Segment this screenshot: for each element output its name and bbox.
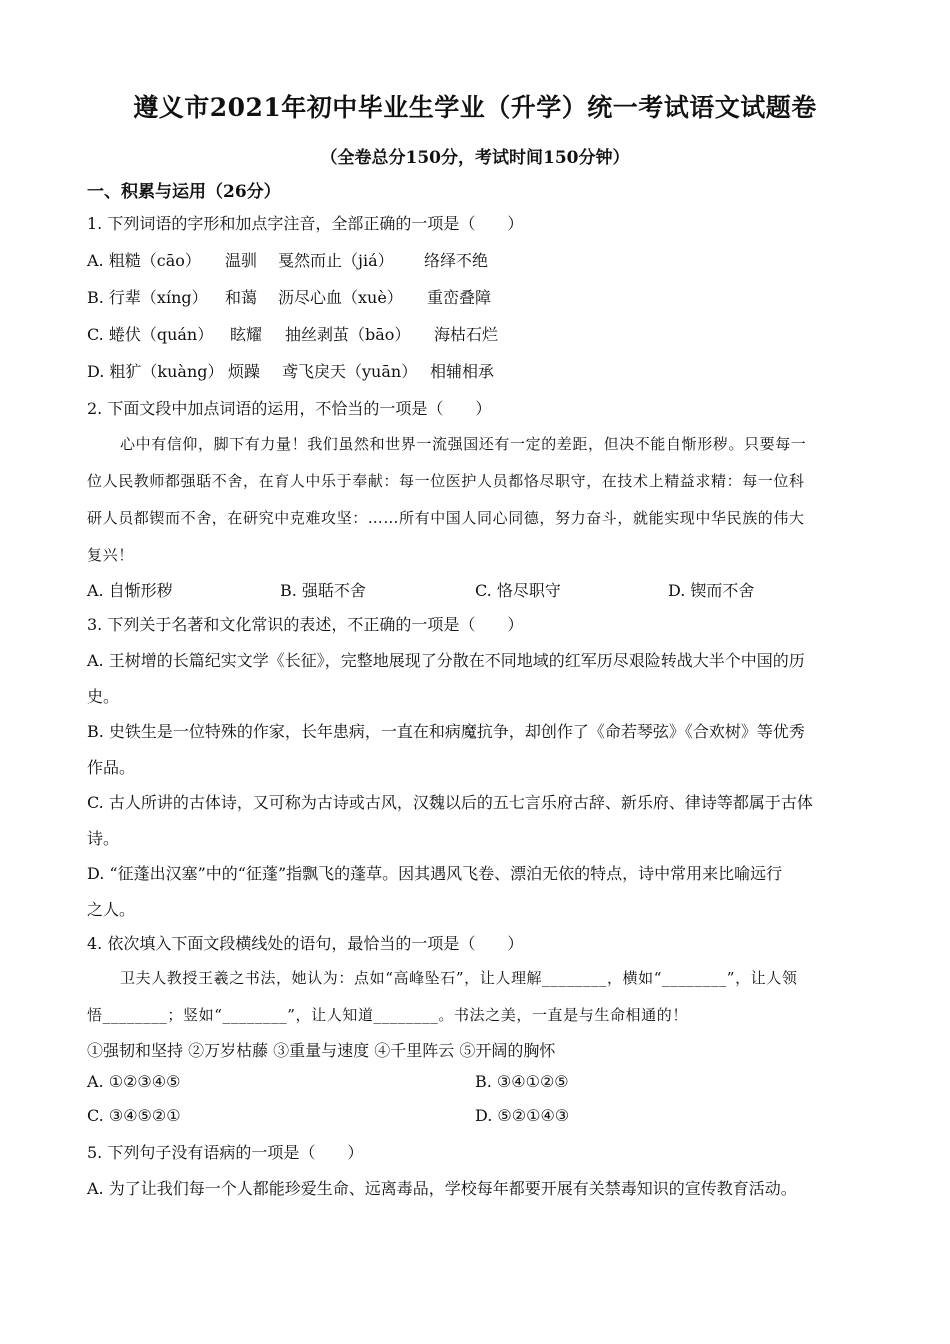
q4-choices: ①强韧和坚持 ②万岁枯藤 ③重量与速度 ④千里阵云 ⑤开阔的胸怀 <box>87 1041 556 1060</box>
q2-option-a: A. 自惭形秽 <box>87 581 173 600</box>
q3-option-line: D. “征蓬出汉塞”中的“征蓬”指飘飞的蓬草。因其遇风飞卷、漂泊无依的特点，诗中常用来比喻远行 <box>87 864 783 883</box>
q2-option-b: B. 强聒不舍 <box>280 581 366 600</box>
q3-option-line: 作品。 <box>87 758 136 777</box>
q1-option-c-word4: 海枯石烂 <box>434 325 499 344</box>
q1-option-a-word1: A. 粗糙（cāo） <box>87 251 201 270</box>
q1-option-b-word3: 沥尽心血（xuè） <box>278 288 403 307</box>
q1-option-d-word3: 鸢飞戾天（yuān） <box>282 362 418 381</box>
q4-option-c: C. ③④⑤②① <box>87 1106 181 1125</box>
q3-option-line: A. 王树增的长篇纪实文学《长征》，完整地展现了分散在不同地域的红军历尽艰险转战大半个中国的历 <box>87 651 805 670</box>
page-title: 遵义市2021年初中毕业生学业（升学）统一考试语文试题卷 <box>133 93 817 122</box>
q4-passage-line: 悟________；竖如“________”，让人知道________。书法之美，一直是与生命相通的！ <box>87 1006 688 1024</box>
q4-option-b: B. ③④①②⑤ <box>475 1072 569 1091</box>
q4-option-a: A. ①②③④⑤ <box>87 1072 181 1091</box>
q1-option-a-word3: 戛然而止（jiá） <box>278 251 394 270</box>
q3-option-line: C. 古人所讲的古体诗，又可称为古诗或古风，汉魏以后的五七言乐府古辞、新乐府、律诗等都属于古体 <box>87 793 813 812</box>
question-3-stem: 3. 下列关于名著和文化常识的表述，不正确的一项是（ ） <box>87 615 524 634</box>
q1-option-c-word2: 眩耀 <box>230 325 263 344</box>
question-4-stem: 4. 依次填入下面文段横线处的语句，最恰当的一项是（ ） <box>87 934 524 953</box>
q1-option-d-word1: D. 粗犷（kuàng） <box>87 362 224 381</box>
question-1-stem: 1. 下列词语的字形和加点字注音，全部正确的一项是（ ） <box>87 214 524 233</box>
q1-option-b-word4: 重峦叠障 <box>427 288 492 307</box>
question-2-stem: 2. 下面文段中加点词语的运用，不恰当的一项是（ ） <box>87 399 492 418</box>
q4-passage-line: 卫夫人教授王羲之书法，她认为：点如“高峰坠石”，让人理解________，横如“________”，让人领 <box>120 969 798 987</box>
q1-option-c-word3: 抽丝剥茧（bāo） <box>285 325 411 344</box>
q2-passage-line: 复兴！ <box>87 546 134 564</box>
page-subtitle: （全卷总分150分，考试时间150分钟） <box>320 148 630 168</box>
q2-option-c: C. 恪尽职守 <box>475 581 561 600</box>
q3-option-line: 之人。 <box>87 900 136 919</box>
q1-option-a-word4: 络绎不绝 <box>424 251 489 270</box>
q2-passage-line: 心中有信仰，脚下有力量！我们虽然和世界一流强国还有一定的差距，但决不能自惭形秽。只要每一 <box>120 435 807 453</box>
q1-option-b-word1: B. 行辈（xíng） <box>87 288 208 307</box>
q1-option-a-word2: 温驯 <box>225 251 258 270</box>
q1-option-c-word1: C. 蜷伏（quán） <box>87 325 214 344</box>
q2-passage-line: 位人民教师都强聒不舍，在育人中乐于奉献：每一位医护人员都恪尽职守，在技术上精益求精：每一位科 <box>87 472 805 490</box>
q1-option-b-word2: 和蔼 <box>225 288 258 307</box>
q1-option-d-word2: 烦躁 <box>228 362 261 381</box>
q2-passage-line: 研人员都锲而不舍，在研究中克难攻坚：……所有中国人同心同德，努力奋斗，就能实现中华民族的伟大 <box>87 509 805 527</box>
q1-option-d-word4: 相辅相承 <box>430 362 495 381</box>
q2-option-d: D. 锲而不舍 <box>668 581 755 600</box>
section-heading: 一、积累与运用（26分） <box>87 182 281 202</box>
q3-option-line: B. 史铁生是一位特殊的作家，长年患病，一直在和病魔抗争，却创作了《命若琴弦》《合欢树》等优秀 <box>87 722 805 741</box>
q3-option-line: 史。 <box>87 687 120 706</box>
q4-option-d: D. ⑤②①④③ <box>475 1106 570 1125</box>
q5-option-a: A. 为了让我们每一个人都能珍爱生命、远离毒品，学校每年都要开展有关禁毒知识的宣传教育活动。 <box>87 1179 797 1198</box>
question-5-stem: 5. 下列句子没有语病的一项是（ ） <box>87 1143 364 1162</box>
q3-option-line: 诗。 <box>87 829 120 848</box>
